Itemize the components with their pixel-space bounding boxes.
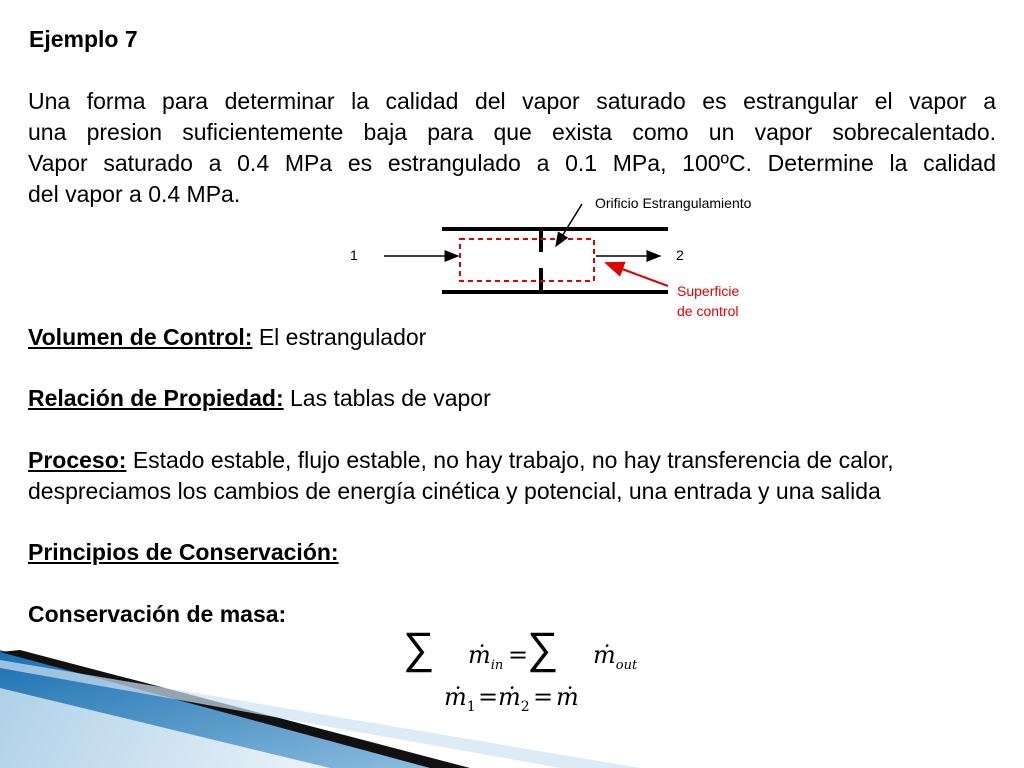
state-1-label: 1 [350,247,358,263]
process-line [28,445,998,476]
statement-line: del vapor a 0.4 MPa. [28,181,241,207]
conservation-principles-row [28,537,339,568]
m-dot-2 [498,683,530,715]
m-dot-out [593,641,637,673]
control-surface-label-line: Superficie [677,283,740,299]
control-volume-row [28,322,426,353]
process-line: despreciamos los cambios de energía cinética y potencial, una entrada y una salida [28,478,881,504]
control-volume-heading: Volumen de Control: [28,324,253,350]
m-dot-2-base: ṁ [498,683,521,711]
state-2-label: 2 [676,247,684,263]
m-dot-1-sub: 1 [466,698,476,715]
m-dot-out-base: ṁ [593,641,616,669]
conservation-principles-heading: Principios de Conservación: [28,539,339,565]
sum-symbol: ∑ [403,624,435,673]
orifice-label: Orificio Estrangulamiento [595,195,752,211]
m-dot-in-base: ṁ [468,641,491,669]
m-dot-in-sub: in [490,657,504,673]
m-dot-out-sub: out [615,657,638,673]
sum-symbol: ∑ [527,624,559,673]
equals-sign: = [478,683,499,711]
statement-line: una presion suficientemente baja para que exista como un vapor sobrecalentado. [28,119,996,145]
process-text: Estado estable, flujo estable, no hay trabajo, no hay transferencia de calor, [126,447,894,473]
property-relation-heading: Relación de Propiedad: [28,385,284,411]
mass-conservation-row [28,599,286,630]
control-surface-label [677,281,739,321]
m-dot-total: ṁ [556,683,579,711]
mass-conservation-heading: Conservación de masa: [28,601,287,627]
equals-sign: = [533,683,554,711]
m-dot-1-base: ṁ [444,683,467,711]
equals-sign: = [508,641,529,669]
control-surface [460,239,594,281]
control-surface-label-line: de control [677,303,739,319]
process-row [28,445,998,507]
control-surface-pointer [606,263,668,286]
statement-line: Vapor saturado a 0.4 MPa es estrangulado a 0.1 MPa, 100ºC. Determine la calidad [28,150,996,176]
m-dot-1 [444,683,476,715]
m-dot-in [468,641,503,673]
process-heading: Proceso: [28,447,127,473]
control-volume-text: El estrangulador [252,324,427,350]
property-relation-text: Las tablas de vapor [283,385,491,411]
slide-title: Ejemplo 7 [29,26,138,52]
m-dot-2-sub: 2 [520,698,530,715]
statement-line: Una forma para determinar la calidad del vapor saturado es estrangular el vapor a [28,88,996,114]
property-relation-row [28,383,491,414]
